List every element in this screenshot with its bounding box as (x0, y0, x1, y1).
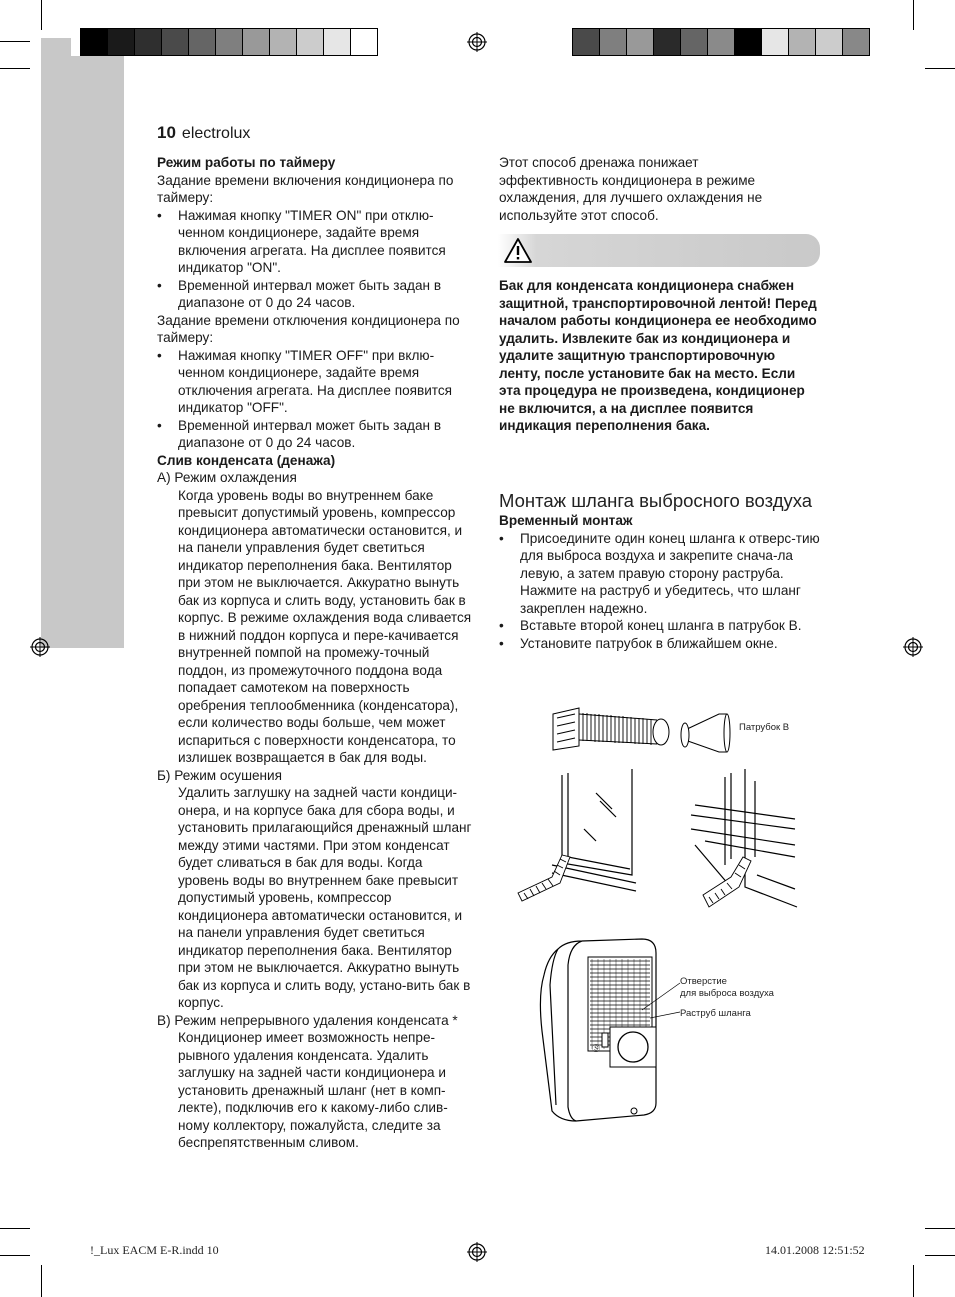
color-swatch-strip-left (80, 28, 378, 56)
side-band (41, 56, 124, 648)
mode-a-text: Когда уровень воды во внутреннем баке превысит допустимый уровень, компрессор кондиционера автоматически остановится, и на панели управления будет светиться индикатор переполнения бака. Вентилятор при этом не выключается. Аккуратно вынуть бак из корпуса и слить воду, установить бак в корпус. В режиме охлаждения вода сливается в нижний поддон корпуса и пере-качивается внутренней помпой на промежу-точный поддон, из промежуточного поддона вода попадает самотеком на поверхность оребрения теплообменника (конденсатора), если количество воды больше, чем может испариться с поверхности конденсатора, то излишек возвращается в бак для воды. (178, 487, 472, 765)
color-swatch (162, 29, 189, 55)
mode-c-text: Кондиционер имеет возможность непре-рывного удаления конденсата. Удалить заглушку на задней части кондиционера и установить дренажный шланг (нет в комп-лекте), подключив его к какому-либо слив-ному коллектору, пожалуйста, следите за беспрепятственным сливом. (178, 1030, 448, 1150)
warning-text-block (499, 277, 817, 435)
color-swatch (816, 29, 843, 55)
air-conditioner-illustration (530, 935, 680, 1125)
list-item: • Вставьте второй конец шланга в патрубок В. (499, 617, 821, 635)
caption-hose-flange: Раструб шланга (680, 1008, 751, 1019)
color-swatch (762, 29, 789, 55)
color-swatch (681, 29, 708, 55)
color-swatch (351, 29, 377, 55)
crop-mark (0, 41, 30, 42)
list-item: • Нажимая кнопку "TIMER ON" при отклю-ченном кондиционере, задайте время включения агрегата. На дисплее появится индикатор "ON". (157, 207, 477, 277)
color-swatch (735, 29, 762, 55)
mode-b-text: Удалить заглушку на задней части кондици-онера, и на корпусе бака для сбора воды, и установить прилагающийся дренажный шланг между этими частями. При этом конденсат будет сливаться в бак для воды. Когда уровень воды во внутреннем баке превысит допустимый уровень, компрессор кондиционера автоматически остановится, и на панели управления будет светиться индикатор переполнения бака. Вентилятор при этом не выключается. Аккуратно вынуть бак из корпуса и слить воду, устано-вить бак в корпус. (178, 785, 472, 1010)
color-swatch (297, 29, 324, 55)
color-swatch (843, 29, 869, 55)
registration-mark-icon (467, 32, 487, 52)
right-column-intro (499, 154, 799, 224)
crop-mark (913, 1265, 914, 1297)
color-swatch (189, 29, 216, 55)
footer-file-info: !_Lux EACM E-R.indd 10 (90, 1243, 219, 1257)
side-band-top (41, 38, 71, 56)
crop-mark (0, 68, 30, 69)
crop-mark (0, 1255, 30, 1256)
warning-banner (498, 234, 820, 267)
color-swatch (324, 29, 351, 55)
window-install-illustration-right (685, 765, 805, 915)
mode-c-title: В) Режим непрерывного удаления конденсата * (157, 1012, 458, 1028)
list-item: • Нажимая кнопку "TIMER OFF" при вклю-ченном кондиционере, задайте время отключения агрегата. На дисплее появится индикатор "OFF". (157, 347, 477, 417)
registration-mark-icon (467, 1242, 487, 1262)
crop-mark (925, 1228, 955, 1229)
crop-mark (925, 68, 955, 69)
svg-text:Ⓢ: Ⓢ (592, 1044, 600, 1053)
timer-on-intro: Задание времени включения кондиционера по таймеру: (157, 172, 454, 205)
caption-nozzle-b: Патрубок В (739, 722, 790, 733)
callout-lines (640, 980, 685, 1020)
registration-mark-icon (30, 637, 50, 657)
color-swatch (654, 29, 681, 55)
left-column (157, 154, 477, 1152)
timer-off-intro: Задание времени отключения кондиционера по таймеру: (157, 312, 460, 345)
section-heading: Монтаж шланга выбросного воздуха (499, 490, 813, 511)
crop-mark (41, 0, 42, 30)
hose-install-section (499, 489, 821, 652)
caption-air-outlet-line2: для выброса воздуха (680, 988, 774, 999)
color-swatch (243, 29, 270, 55)
mode-a-title: А) Режим охлаждения (157, 470, 297, 485)
crop-mark (41, 1265, 42, 1297)
list-item: • Временной интервал может быть задан в диапазоне от 0 до 24 часов. (157, 277, 477, 312)
timer-on-list (157, 207, 477, 312)
brand-name: electrolux (181, 125, 251, 142)
color-swatch (81, 29, 108, 55)
crop-mark (925, 1255, 955, 1256)
color-swatch (216, 29, 243, 55)
color-swatch (627, 29, 654, 55)
crop-mark (0, 1228, 30, 1229)
subsection-heading: Временный монтаж (499, 513, 633, 528)
timer-section-title: Режим работы по таймеру (157, 155, 336, 170)
color-swatch (270, 29, 297, 55)
list-item: • Установите патрубок в ближайшем окне. (499, 635, 821, 653)
color-swatch-strip-right (572, 28, 870, 56)
caption-air-outlet-line1: Отверстие (680, 976, 727, 987)
crop-mark (913, 0, 914, 30)
window-install-illustration-left (512, 765, 672, 905)
timer-off-list (157, 347, 477, 452)
footer-timestamp: 14.01.2008 12:51:52 (765, 1243, 865, 1257)
drain-note: Этот способ дренажа понижает эффективность кондиционера в режиме охлаждения, для лучшего охлаждения не используйте этот способ. (499, 155, 763, 223)
caption-air-outlet (680, 976, 774, 1000)
color-swatch (789, 29, 816, 55)
warning-triangle-icon (503, 237, 533, 264)
color-swatch (600, 29, 627, 55)
mode-b-title: Б) Режим осушения (157, 767, 282, 783)
registration-mark-icon (903, 637, 923, 657)
list-item: • Присоедините один конец шланга к отверс-тию для выброса воздуха и закрепите снача-ла левую, а затем правую сторону раструба. Нажмите на раструб и убедитесь, что шланг закреплен надежно. (499, 530, 821, 618)
page-number: 10 (157, 123, 176, 142)
warning-text: Бак для конденсата кондиционера снабжен защитной, транспортировочной лентой! Перед началом работы кондиционера ее необходимо удалить. Извлеките бак из кондиционера и удалите защитную транспортировочную ленту, после установите бак на место. Если эта процедура не произведена, кондиционер не включится, а на дисплее появится индикация переполнения бака. (499, 278, 817, 433)
drain-section-title: Слив конденсата (денажа) (157, 452, 336, 468)
color-swatch (135, 29, 162, 55)
install-steps-list (499, 530, 821, 653)
color-swatch (573, 29, 600, 55)
color-swatch (708, 29, 735, 55)
list-item: • Временной интервал может быть задан в диапазоне от 0 до 24 часов. (157, 417, 477, 452)
page-header (157, 123, 250, 143)
color-swatch (108, 29, 135, 55)
